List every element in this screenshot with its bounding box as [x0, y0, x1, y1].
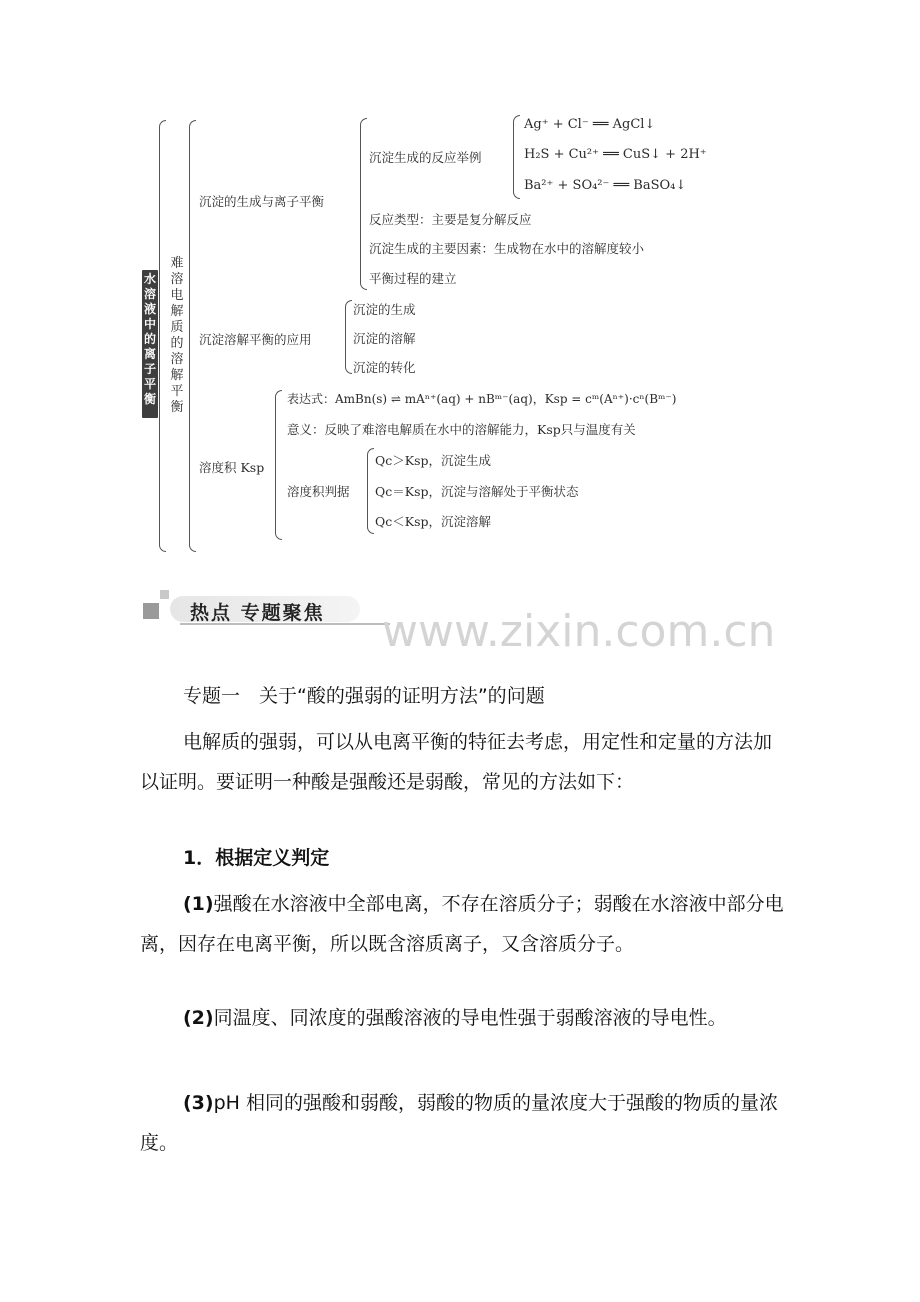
- b2-item-2: 沉淀的溶解: [353, 331, 416, 346]
- paragraph-2-text: 同温度、同浓度的强酸溶液的导电性强于弱酸溶液的导电性。: [213, 1007, 727, 1029]
- reaction-type: 反应类型：主要是复分解反应: [369, 212, 532, 227]
- ksp-expression: 表达式：AmBn(s) ⇌ mAⁿ⁺(aq) + nBᵐ⁻(aq)，Ksp = cᵐ(Aⁿ⁺)·cⁿ(Bᵐ⁻): [287, 392, 677, 406]
- judge-brace: [367, 448, 374, 534]
- intro-paragraph: 电解质的强弱，可以从电离平衡的特征去考虑，用定性和定量的方法加以证明。要证明一种酸是强酸还是弱酸，常见的方法如下：: [140, 731, 773, 793]
- ksp-meaning: 意义：反映了难溶电解质在水中的溶解能力，Ksp只与温度有关: [287, 422, 636, 437]
- judge-2: Qc＝Ksp，沉淀与溶解处于平衡状态: [375, 484, 579, 499]
- branch2-title: 沉淀溶解平衡的应用: [199, 332, 312, 347]
- banner-square-small: [160, 590, 169, 599]
- reaction-brace: [513, 115, 520, 199]
- root-node: 水溶液中的离子平衡: [142, 270, 158, 418]
- topic-title: 专题一 关于“酸的强弱的证明方法”的问题: [183, 685, 545, 707]
- paragraph-2-number: (2): [183, 1007, 214, 1029]
- equilibrium-setup: 平衡过程的建立: [369, 271, 457, 286]
- banner-square-large: [143, 603, 159, 619]
- reaction-examples-label: 沉淀生成的反应举例: [369, 150, 482, 165]
- paragraph-3-text: pH 相同的强酸和弱酸，弱酸的物质的量浓度大于强酸的物质的量浓度。: [140, 1092, 778, 1154]
- level1-brace: [189, 120, 196, 552]
- root-brace: [159, 120, 166, 552]
- b2-item-3: 沉淀的转化: [353, 360, 416, 375]
- paragraph-2: [183, 1003, 727, 1030]
- b2-item-1: 沉淀的生成: [353, 302, 416, 317]
- level1-node: 难溶电解质的溶解平衡: [170, 256, 184, 415]
- branch1-title: 沉淀的生成与离子平衡: [199, 194, 325, 209]
- paragraph-1: [140, 884, 788, 964]
- judge-1: Qc＞Ksp，沉淀生成: [375, 453, 492, 468]
- paragraph-1-number: (1): [183, 893, 214, 915]
- branch3-title: 溶度积 Ksp: [199, 460, 265, 475]
- reaction-2: H₂S + Cu²⁺ ══ CuS↓ + 2H⁺: [524, 147, 707, 162]
- branch1-brace: [360, 118, 367, 290]
- branch2-brace: [345, 300, 352, 374]
- reaction-3: Ba²⁺ + SO₄²⁻ ══ BaSO₄↓: [524, 178, 687, 193]
- point1-title: 1．根据定义判定: [183, 847, 330, 869]
- paragraph-3-number: (3): [183, 1092, 214, 1114]
- branch3-brace: [275, 390, 282, 540]
- reaction-1: Ag⁺ + Cl⁻ ══ AgCl↓: [524, 117, 656, 132]
- paragraph-3: [140, 1083, 788, 1163]
- main-factor: 沉淀生成的主要因素：生成物在水中的溶解度较小: [369, 241, 645, 256]
- watermark: www.zixin.com.cn: [382, 606, 776, 657]
- judge-3: Qc＜Ksp，沉淀溶解: [375, 514, 492, 529]
- paragraph-1-text: 强酸在水溶液中全部电离，不存在溶质分子；弱酸在水溶液中部分电离，因存在电离平衡，所以既含溶质离子，又含溶质分子。: [140, 893, 784, 955]
- banner-label: 热点 专题聚焦: [190, 602, 325, 624]
- judge-label: 溶度积判据: [287, 484, 350, 499]
